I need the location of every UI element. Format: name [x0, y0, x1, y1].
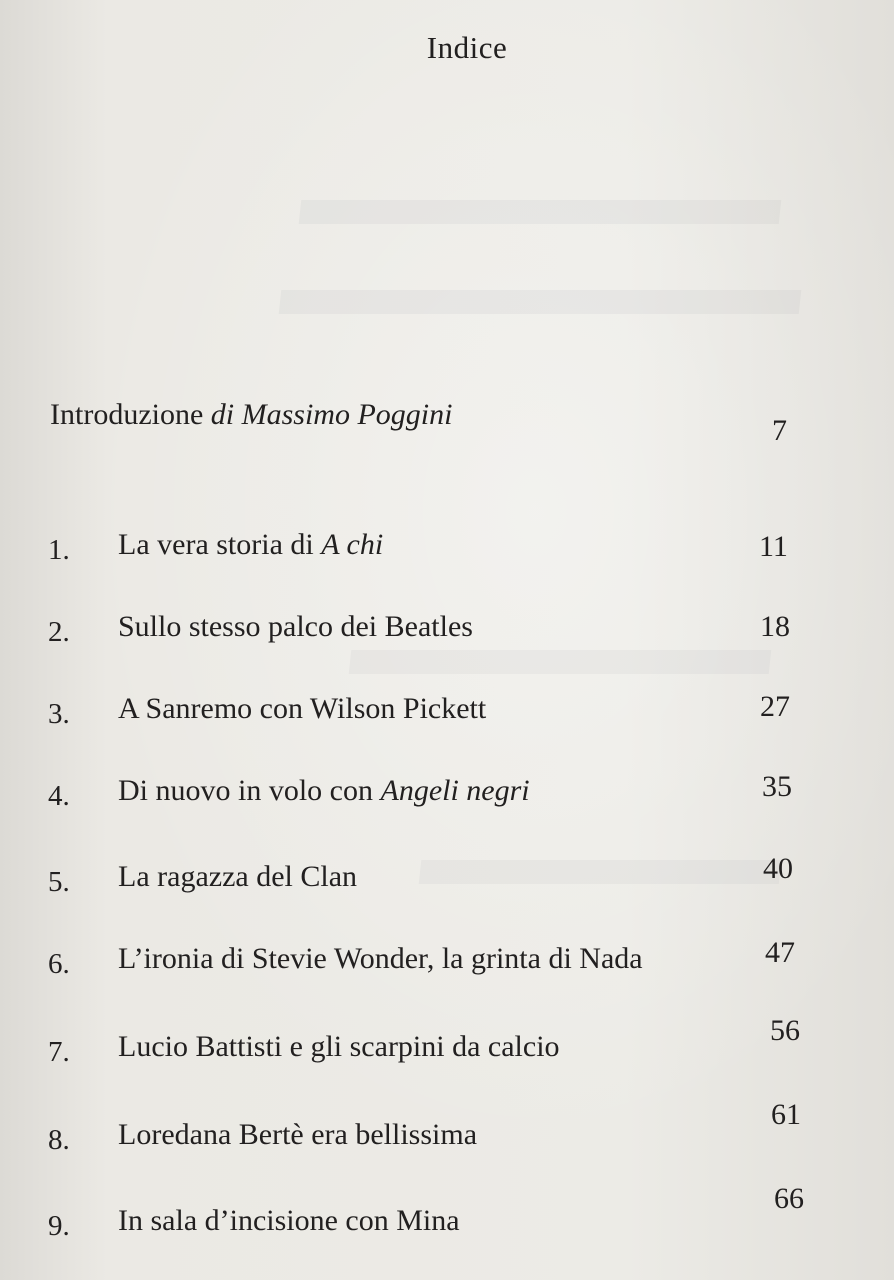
chapter-page-number: 56	[770, 1014, 800, 1047]
chapter-page-number: 27	[760, 690, 790, 723]
chapter-page-number: 66	[774, 1182, 804, 1215]
toc-entry-6[interactable]	[0, 936, 894, 986]
toc-entry-2[interactable]	[0, 610, 894, 654]
introduction-author: di Massimo Poggini	[210, 398, 453, 431]
chapter-number: 9.	[48, 1210, 70, 1242]
chapter-title: Sullo stesso palco dei Beatles	[118, 610, 473, 643]
chapter-number: 4.	[48, 780, 70, 812]
chapter-number: 5.	[48, 866, 70, 898]
chapter-title: A Sanremo con Wilson Pickett	[118, 692, 487, 725]
bleed-through-decoration	[299, 200, 782, 224]
chapter-title: Loredana Bertè era bellissima	[118, 1118, 478, 1151]
chapter-number: 8.	[48, 1124, 70, 1156]
toc-entry-7[interactable]	[0, 1014, 894, 1074]
bleed-through-decoration	[279, 290, 802, 314]
chapter-title: La vera storia di A chi	[118, 528, 384, 561]
chapter-title: In sala d’incisione con Mina	[118, 1204, 460, 1237]
chapter-title: Di nuovo in volo con Angeli negri	[118, 774, 530, 807]
chapter-title: La ragazza del Clan	[118, 860, 358, 893]
introduction-label: Introduzione	[50, 398, 204, 431]
chapter-number: 2.	[48, 616, 70, 648]
chapter-title: L’ironia di Stevie Wonder, la grinta di Nada	[118, 942, 643, 975]
toc-entry-5[interactable]	[0, 852, 894, 904]
chapter-title: Lucio Battisti e gli scarpini da calcio	[118, 1030, 560, 1063]
chapter-number: 1.	[48, 534, 70, 566]
chapter-page-number: 40	[763, 852, 793, 885]
toc-entry-1[interactable]	[0, 528, 894, 572]
chapter-number: 6.	[48, 948, 70, 980]
introduction-entry[interactable]	[50, 398, 452, 432]
toc-entry-9[interactable]	[0, 1182, 894, 1248]
chapter-page-number: 61	[771, 1098, 801, 1131]
chapter-page-number: 47	[765, 936, 795, 969]
toc-entry-3[interactable]	[0, 692, 894, 736]
chapter-number: 7.	[48, 1036, 70, 1068]
index-title: Indice	[426, 30, 508, 65]
toc-entry-4[interactable]	[0, 770, 894, 818]
introduction-page-number: 7	[772, 414, 787, 447]
chapter-page-number: 18	[760, 610, 790, 643]
chapter-page-number: 11	[759, 530, 788, 563]
chapter-number: 3.	[48, 698, 70, 730]
toc-entry-8[interactable]	[0, 1098, 894, 1162]
chapter-page-number: 35	[762, 770, 792, 803]
